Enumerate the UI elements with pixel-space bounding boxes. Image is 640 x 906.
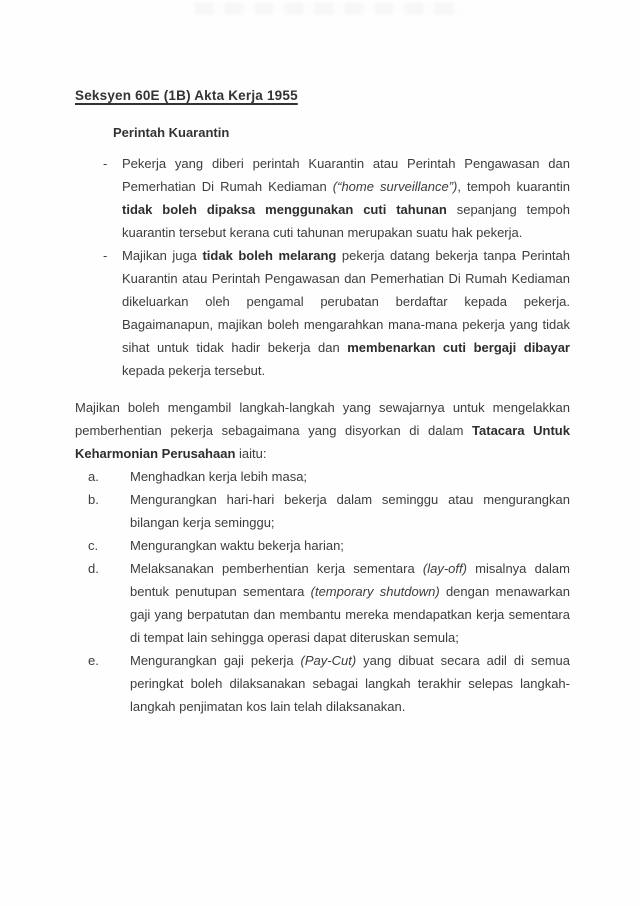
- list-item: [88, 488, 570, 534]
- list-item: [88, 534, 570, 557]
- intro-paragraph: Majikan boleh mengambil langkah-langkah yang sewajarnya untuk mengelakkan pemberhentian pekerja sebagaimana yang disyorkan di dalam Tatacara Untuk Keharmonian Perusahaan iaitu:: [75, 400, 570, 461]
- list-item: [88, 649, 570, 718]
- document-content: [75, 84, 570, 718]
- lettered-list: [75, 465, 570, 718]
- document-title: Seksyen 60E (1B) Akta Kerja 1955: [75, 88, 298, 103]
- bullet-text: Majikan juga tidak boleh melarang pekerja datang bekerja tanpa Perintah Kuarantin atau Perintah Pengawasan dan Pemerhatian Di Rumah Kediaman dikeluarkan oleh pengamal perubatan berdaftar kepada pekerja. Bagaimanapun, majikan boleh mengarahkan mana-mana pekerja yang tidak sihat untuk tidak hadir bekerja dan membenarkan cuti bergaji dibayar kepada pekerja tersebut.: [122, 248, 570, 378]
- bullet-marker: -: [103, 248, 108, 263]
- bullet-item: [103, 244, 570, 382]
- list-item-text: Mengurangkan gaji pekerja (Pay-Cut) yang dibuat secara adil di semua peringkat boleh dilaksanakan sebagai langkah terakhir selepas langkah-langkah penjimatan kos lain telah dilaksanakan.: [130, 653, 570, 714]
- list-item-marker: e.: [88, 653, 99, 668]
- bullet-text: Pekerja yang diberi perintah Kuarantin atau Perintah Pengawasan dan Pemerhatian Di Rumah Kediaman (“home surveillance”), tempoh kuarantin tidak boleh dipaksa menggunakan cuti tahunan sepanjang tempoh kuarantin tersebut kerana cuti tahunan merupakan suatu hak pekerja.: [122, 156, 570, 240]
- list-item-text: Mengurangkan hari-hari bekerja dalam seminggu atau mengurangkan bilangan kerja seminggu;: [130, 492, 570, 530]
- list-item-text: Melaksanakan pemberhentian kerja sementara (lay-off) misalnya dalam bentuk penutupan sementara (temporary shutdown) dengan menawarkan gaji yang berpatutan dan membantu mereka mendapatkan kerja sementara di tempat lain sehingga operasi dapat diteruskan semula;: [130, 561, 570, 645]
- list-item: [88, 465, 570, 488]
- list-item: [88, 557, 570, 649]
- section-heading: Perintah Kuarantin: [113, 125, 230, 140]
- bullet-list: [75, 152, 570, 382]
- bullet-marker: -: [103, 156, 108, 171]
- list-item-marker: a.: [88, 469, 99, 484]
- scan-artifact: [195, 2, 465, 15]
- bullet-item: [103, 152, 570, 244]
- list-item-marker: b.: [88, 492, 99, 507]
- list-item-text: Mengurangkan waktu bekerja harian;: [130, 538, 344, 553]
- list-item-marker: d.: [88, 561, 99, 576]
- list-item-marker: c.: [88, 538, 99, 553]
- list-item-text: Menghadkan kerja lebih masa;: [130, 469, 308, 484]
